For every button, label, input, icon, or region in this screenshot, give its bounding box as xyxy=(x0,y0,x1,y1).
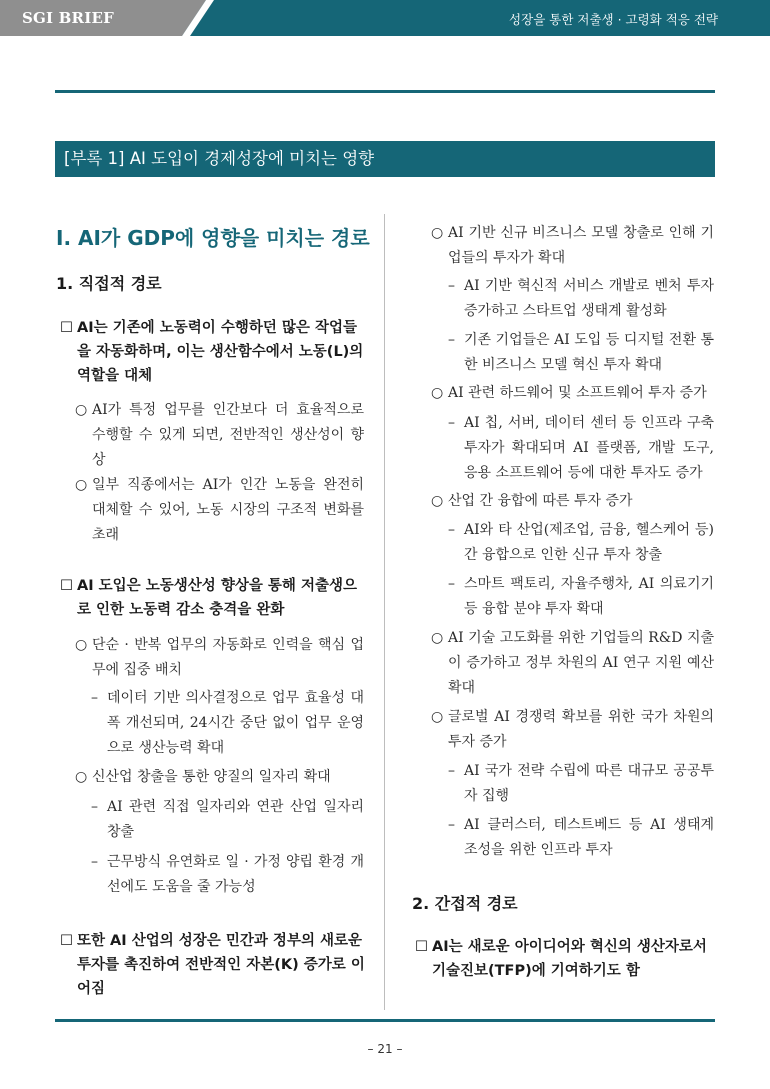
bullet-tfp-contribution: AI는 새로운 아이디어와 혁신의 생산자로서 기술진보(TFP)에 기여하기도 함 xyxy=(432,939,707,979)
item-labor-market-change: 일부 직종에서는 AI가 인간 노동을 완전히 대체할 수 있어, 노동 시장의 구조적 변화를 초래 xyxy=(92,477,364,543)
item-hw-sw-investment: AI 관련 하드웨어 및 소프트웨어 투자 증가 xyxy=(448,385,707,401)
dash-marker: – xyxy=(448,763,455,779)
circle-marker: ○ xyxy=(431,630,444,646)
dash-marker: – xyxy=(448,415,455,431)
dash-marker: – xyxy=(448,576,455,592)
box-marker: ☐ xyxy=(60,578,73,594)
box-marker: ☐ xyxy=(60,933,73,949)
subsection-title-direct: 1. 직접적 경로 xyxy=(56,274,162,293)
circle-marker: ○ xyxy=(75,769,88,785)
bullet-capital-increase: 또한 AI 산업의 성장은 민간과 정부의 새로운 투자를 촉진하여 전반적인 자본(K) 증가로 이어짐 xyxy=(77,933,365,997)
bullet-ai-replaces-labor: AI는 기존에 노동력이 수행하던 많은 작업들을 자동화하며, 이는 생산함수에서 노동(L)의 역할을 대체 xyxy=(77,320,364,384)
circle-marker: ○ xyxy=(431,385,444,401)
subitem-digital-transformation: 기존 기업들은 AI 도입 등 디지털 전환 통한 비즈니스 모델 혁신 투자 확대 xyxy=(464,332,714,373)
page-number: – 21 – xyxy=(367,1042,403,1056)
item-rnd-spending: AI 기술 고도화를 위한 기업들의 R&D 지출이 증가하고 정부 차원의 AI 연구 지원 예산 확대 xyxy=(448,630,714,696)
subitem-convergence-investment: AI와 타 산업(제조업, 금융, 헬스케어 등) 간 융합으로 인한 신규 투자 창출 xyxy=(464,522,714,563)
item-productivity-improvement: AI가 특정 업무를 인간보다 더 효율적으로 수행할 수 있게 되면, 전반적인 생산성이 향상 xyxy=(92,402,364,468)
circle-marker: ○ xyxy=(431,493,444,509)
dash-marker: – xyxy=(448,278,455,294)
appendix-title: [부록 1] AI 도입이 경제성장에 미치는 영향 xyxy=(55,141,715,177)
box-marker: ☐ xyxy=(415,939,428,955)
circle-marker: ○ xyxy=(431,709,444,725)
item-new-business-models: AI 기반 신규 비즈니스 모델 창출로 인해 기업들의 투자가 확대 xyxy=(448,225,714,266)
bottom-rule xyxy=(55,1019,715,1022)
subitem-data-driven: 데이터 기반 의사결정으로 업무 효율성 대폭 개선되며, 24시간 중단 없이 업무 운영으로 생산능력 확대 xyxy=(107,690,364,756)
column-divider xyxy=(384,214,385,1010)
circle-marker: ○ xyxy=(75,477,88,493)
subitem-ai-cluster: AI 클러스터, 테스트베드 등 AI 생태계 조성을 위한 인프라 투자 xyxy=(464,817,714,858)
subitem-ai-jobs: AI 관련 직접 일자리와 연관 산업 일자리 창출 xyxy=(107,799,364,840)
subsection-title-indirect: 2. 간접적 경로 xyxy=(412,894,518,913)
item-new-industry-jobs: 신산업 창출을 통한 양질의 일자리 확대 xyxy=(92,769,331,785)
dash-marker: – xyxy=(448,522,455,538)
subitem-smart-factory: 스마트 팩토리, 자율주행차, AI 의료기기 등 융합 분야 투자 확대 xyxy=(464,576,714,617)
item-automation: 단순 · 반복 업무의 자동화로 인력을 핵심 업무에 집중 배치 xyxy=(92,637,364,678)
subitem-public-investment: AI 국가 전략 수립에 따른 대규모 공공투자 집행 xyxy=(464,763,714,804)
subitem-infrastructure: AI 칩, 서버, 데이터 센터 등 인프라 구축 투자가 확대되며 AI 플랫폼, 개발 도구, 응용 소프트웨어 등에 대한 투자도 증가 xyxy=(464,415,714,481)
circle-marker: ○ xyxy=(431,225,444,241)
dash-marker: – xyxy=(448,332,455,348)
box-marker: ☐ xyxy=(60,320,73,336)
dash-marker: – xyxy=(91,690,98,706)
dash-marker: – xyxy=(448,817,455,833)
dash-marker: – xyxy=(91,799,98,815)
subitem-venture-investment: AI 기반 혁신적 서비스 개발로 벤처 투자 증가하고 스타트업 생태계 활성화 xyxy=(464,278,714,319)
circle-marker: ○ xyxy=(75,637,88,653)
item-industry-convergence: 산업 간 융합에 따른 투자 증가 xyxy=(448,493,633,509)
subitem-flexible-work: 근무방식 유연화로 일 · 가정 양립 환경 개선에도 도움을 줄 가능성 xyxy=(107,854,364,895)
dash-marker: – xyxy=(91,854,98,870)
header-title: 성장을 통한 저출생 · 고령화 적응 전략 xyxy=(509,12,718,27)
item-national-investment: 글로벌 AI 경쟁력 확보를 위한 국가 차원의 투자 증가 xyxy=(448,709,714,750)
circle-marker: ○ xyxy=(75,402,88,418)
top-rule xyxy=(55,90,715,93)
section-title: Ⅰ. AI가 GDP에 영향을 미치는 경로 xyxy=(56,226,370,250)
brand-label: SGI BRIEF xyxy=(22,9,114,27)
bullet-labor-productivity: AI 도입은 노동생산성 향상을 통해 저출생으로 인한 노동력 감소 충격을 완화 xyxy=(77,578,357,618)
